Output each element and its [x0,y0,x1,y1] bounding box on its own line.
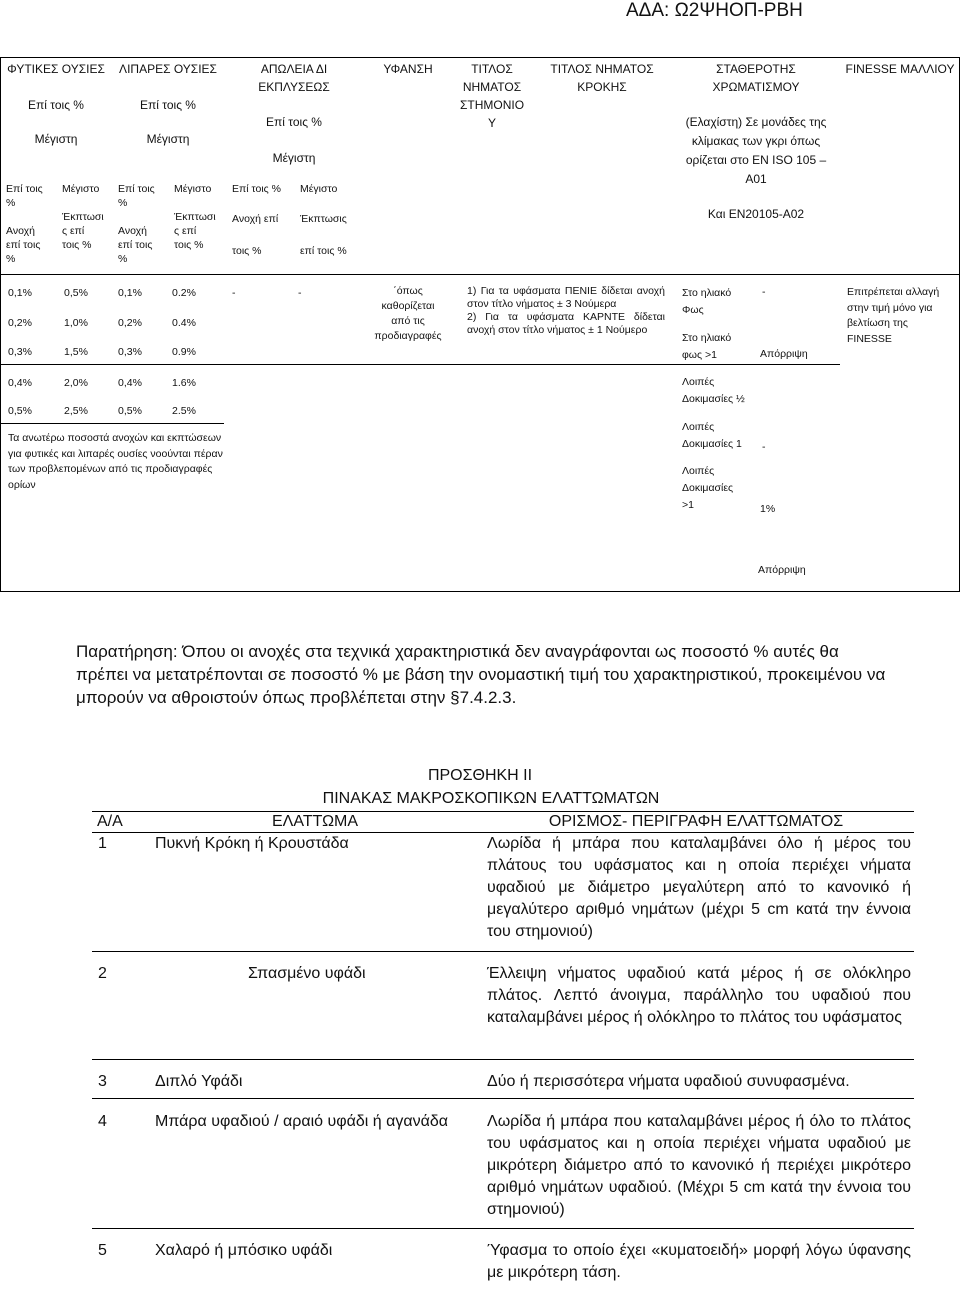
row1-dash-1: - [232,287,236,299]
defect-5-description: Ύφασμα το οποίο έχει «κυματοειδή» μορφή λόγω ύφανσης με μικρότερη τάση. [487,1242,911,1281]
finesse-note: Επιτρέπεται αλλαγή στην τιμή μόνο για βελτίωση της FINESSE [847,286,940,345]
yarn-count-note-2: 2) Για τα υφάσματα ΚΑΡΝΤΕ δίδεται ανοχή στον τίτλο νήματος ± 1 Νούμερο [467,311,665,336]
sub-fatty-tolerance: Επί τοις % Ανοχή επί τοις % [118,183,155,265]
fastness-one-percent: 1% [760,503,776,515]
fastness-other-1: Λοιπές Δοκιμασίες 1 [682,421,742,450]
table-bottom-border [0,591,960,592]
col-header-description: ΟΡΙΣΜΟΣ- ΠΕΡΙΓΡΑΦΗ ΕΛΑΤΤΩΜΑΤΟΣ [548,813,844,830]
sub-loss-percent: Επί τοις % [232,183,281,195]
table-top-border [0,57,960,58]
row1-c1: 0,1% [8,287,32,299]
row2-c4: 0.4% [172,317,196,329]
defect-1-divider [92,951,914,952]
row2-c2: 1,0% [64,317,88,329]
sub-plant-tolerance: Επί τοις % Ανοχή επί τοις % [6,183,43,265]
header-weave: ΥΦΑΝΣΗ [383,62,433,76]
row4-c2: 2,0% [64,377,88,389]
row3-c1: 0,3% [8,346,32,358]
row1-c3: 0,1% [118,287,142,299]
annex-subtitle: ΠΙΝΑΚΑΣ ΜΑΚΡΟΣΚΟΠΙΚΩΝ ΕΛΑΤΤΩΜΑΤΩΝ [322,790,660,807]
header-plant-substances: ΦΥΤΙΚΕΣ ΟΥΣΙΕΣ [7,62,105,76]
row1-c2: 0,5% [64,287,88,299]
fastness-dash-1: - [762,286,766,298]
row5-c3: 0,5% [118,405,142,417]
row4-c3: 0,4% [118,377,142,389]
defect-3-divider [92,1098,914,1099]
note-paragraph: Παρατήρηση: Όπου οι ανοχές στα τεχνικά χαρακτηριστικά δεν αναγράφονται ως ποσοστό % αυτές θα πρέπει να μετατρέπονται σε ποσοστό % με βάση την ονομαστική τιμή του χαρακτηριστικού, προκειμένου να μπορούν να αθροιστούν όπως προβλέπεται στην §7.4.2.3. [76,642,886,707]
sub-loss-discount-2: επί τοις % [300,245,347,257]
header-warp-yarn-count: ΤΙΤΛΟΣ ΝΗΜΑΤΟΣ ΣΤΗΜΟΝΙΟ Υ [459,62,525,130]
header-color-fastness-2: ΧΡΩΜΑΤΙΣΜΟΥ [712,80,800,94]
defect-5-name: Χαλαρό ή μπόσικο υφάδι [155,1242,333,1259]
row-divider [0,364,840,365]
row3-c4: 0.9% [172,346,196,358]
defect-3-description: Δύο ή περισσότερα νήματα υφαδιού συνυφασμένα. [487,1073,850,1090]
row5-c2: 2,5% [64,405,88,417]
header-color-fastness-body2: Και EN20105-A02 [707,207,805,221]
defect-3-number: 3 [98,1073,107,1090]
row5-c1: 0,5% [8,405,32,417]
row3-c3: 0,3% [118,346,142,358]
row1-c4: 0.2% [172,287,196,299]
fastness-reject-1: Απόρριψη [760,348,808,360]
row5-c4: 2.5% [172,405,196,417]
defect-1-number: 1 [98,835,107,852]
header-weft-yarn-count-2: ΚΡΟΚΗΣ [577,80,627,94]
defect-4-number: 4 [98,1113,107,1130]
sub-loss-tolerance-2: τοις % [232,245,262,257]
row4-c1: 0,4% [8,377,32,389]
header-finesse: FINESSE ΜΑΛΛΙΟΥ [845,62,955,76]
row2-c1: 0,2% [8,317,32,329]
fastness-sunlight-2: Στο ηλιακό φως >1 [682,332,732,361]
row1-dash-2: - [298,287,302,299]
sub-max-loss: Μέγιστη [272,151,316,165]
fastness-other-gt1: Λοιπές Δοκιμασίες >1 [682,465,734,511]
sub-percent-loss: Επί τοις % [266,115,322,129]
sub-loss-tolerance: Ανοχή επί [232,213,279,225]
header-fatty-substances: ΛΙΠΑΡΕΣ ΟΥΣΙΕΣ [119,62,217,76]
col-header-defect: ΕΛΑΤΤΩΜΑ [271,813,359,830]
yarn-count-note-1: 1) Για τα υφάσματα ΠΕΝΙΕ δίδεται ανοχή στον τίτλο νήματος ± 3 Νούμερα [467,285,665,310]
sub-loss-max: Μέγιστο [300,183,338,195]
header-color-fastness-body: (Ελαχίστη) Σε μονάδες της κλίμακας των γκρι όπως ορίζεται στο EN ISO 105 – A01 [685,115,827,186]
document-reference-code: ΑΔΑ: Ω2ΨΗΟΠ-ΡΒΗ [626,0,803,21]
weave-note: ΄όπως καθορίζεται από τις προδιαγραφές [374,285,442,342]
sub-loss-discount: Έκπτωσις [300,213,347,225]
fastness-other-half: Λοιπές Δοκιμασίες ½ [682,376,745,405]
defect-2-divider [92,1059,914,1060]
defect-4-name: Μπάρα υφαδιού / αραιό υφάδι ή αγανάδα [155,1113,449,1130]
header-weft-yarn-count-1: ΤΙΤΛΟΣ ΝΗΜΑΤΟΣ [550,62,654,76]
defect-4-description: Λωρίδα ή μπάρα που καταλαμβάνει μέρος ή όλο το πλάτος του υφάσματος και η οποία περιέχει νήματα υφαδιού με μικρότερη διάμετρο από το κανονικό ή περιέχει μικρότερο αριθμό νημάτων υφαδιού. (Μέχρι 5 cm κατά την έννοια του στημονιού) [487,1113,912,1218]
fastness-reject-2: Απόρριψη [758,564,806,576]
defect-2-name: Σπασμένο υφάδι [248,965,366,982]
table-header-divider [0,274,960,275]
sub-plant-max-discount: Μέγιστο Έκπτωσι ς επί τοις % [62,183,104,251]
defect-3-name: Διπλό Υφάδι [155,1073,243,1090]
sub-max-fatty: Μέγιστη [146,132,190,146]
fastness-sunlight-1: Στο ηλιακό Φως [682,287,732,316]
row2-c3: 0,2% [118,317,142,329]
table-footnote: Τα ανωτέρω ποσοστά ανοχών και εκπτώσεων για φυτικές και λιπαρές ουσίες νοούνται πέραν των προβλεπομένων από τις προδιαγραφές ορίων [8,432,223,491]
header-washing-loss-1: ΑΠΩΛΕΙΑ ΔΙ [260,62,328,76]
header-washing-loss-2: ΕΚΠΛΥΣΕΩΣ [258,80,330,94]
defect-1-description: Λωρίδα ή μπάρα που καταλαμβάνει όλο ή μέρος του πλάτους του υφάσματος και η οποία περιέχει νήματα υφαδιού με διάμετρο μεγαλύτερη από το κανονικό ή μεγαλύτερο αριθμό νημάτων (μέχρι 5 cm κατά την έννοια του στημονιού) [487,835,911,940]
row3-c2: 1,5% [64,346,88,358]
footnote-divider [0,423,224,424]
defect-2-description: Έλλειψη νήματος υφαδιού κατά μέρος ή σε ολόκληρο πλάτος. Λεπτό άνοιγμα, παράλληλο του υφαδιού που καταλαμβάνει μέρος ή ολόκληρο το πλάτος του υφάσματος [487,965,911,1026]
header-color-fastness-1: ΣΤΑΘΕΡΟΤΗΣ [716,62,796,76]
sub-max-plant: Μέγιστη [34,132,78,146]
row4-c4: 1.6% [172,377,196,389]
col-header-aa: Α/Α [97,813,123,830]
defect-2-number: 2 [98,965,107,982]
sub-percent-fatty: Επί τοις % [140,98,196,112]
sub-fatty-max-discount: Μέγιστο Έκπτωσι ς επί τοις % [174,183,216,251]
defect-5-number: 5 [98,1242,107,1259]
sub-percent-plant: Επί τοις % [28,98,84,112]
annex-title: ΠΡΟΣΘΗΚΗ ΙΙ [427,767,533,784]
defect-4-divider [92,1228,914,1229]
defect-1-name: Πυκνή Κρόκη ή Κρουστάδα [155,835,349,852]
fastness-dash-2: - [762,441,766,453]
